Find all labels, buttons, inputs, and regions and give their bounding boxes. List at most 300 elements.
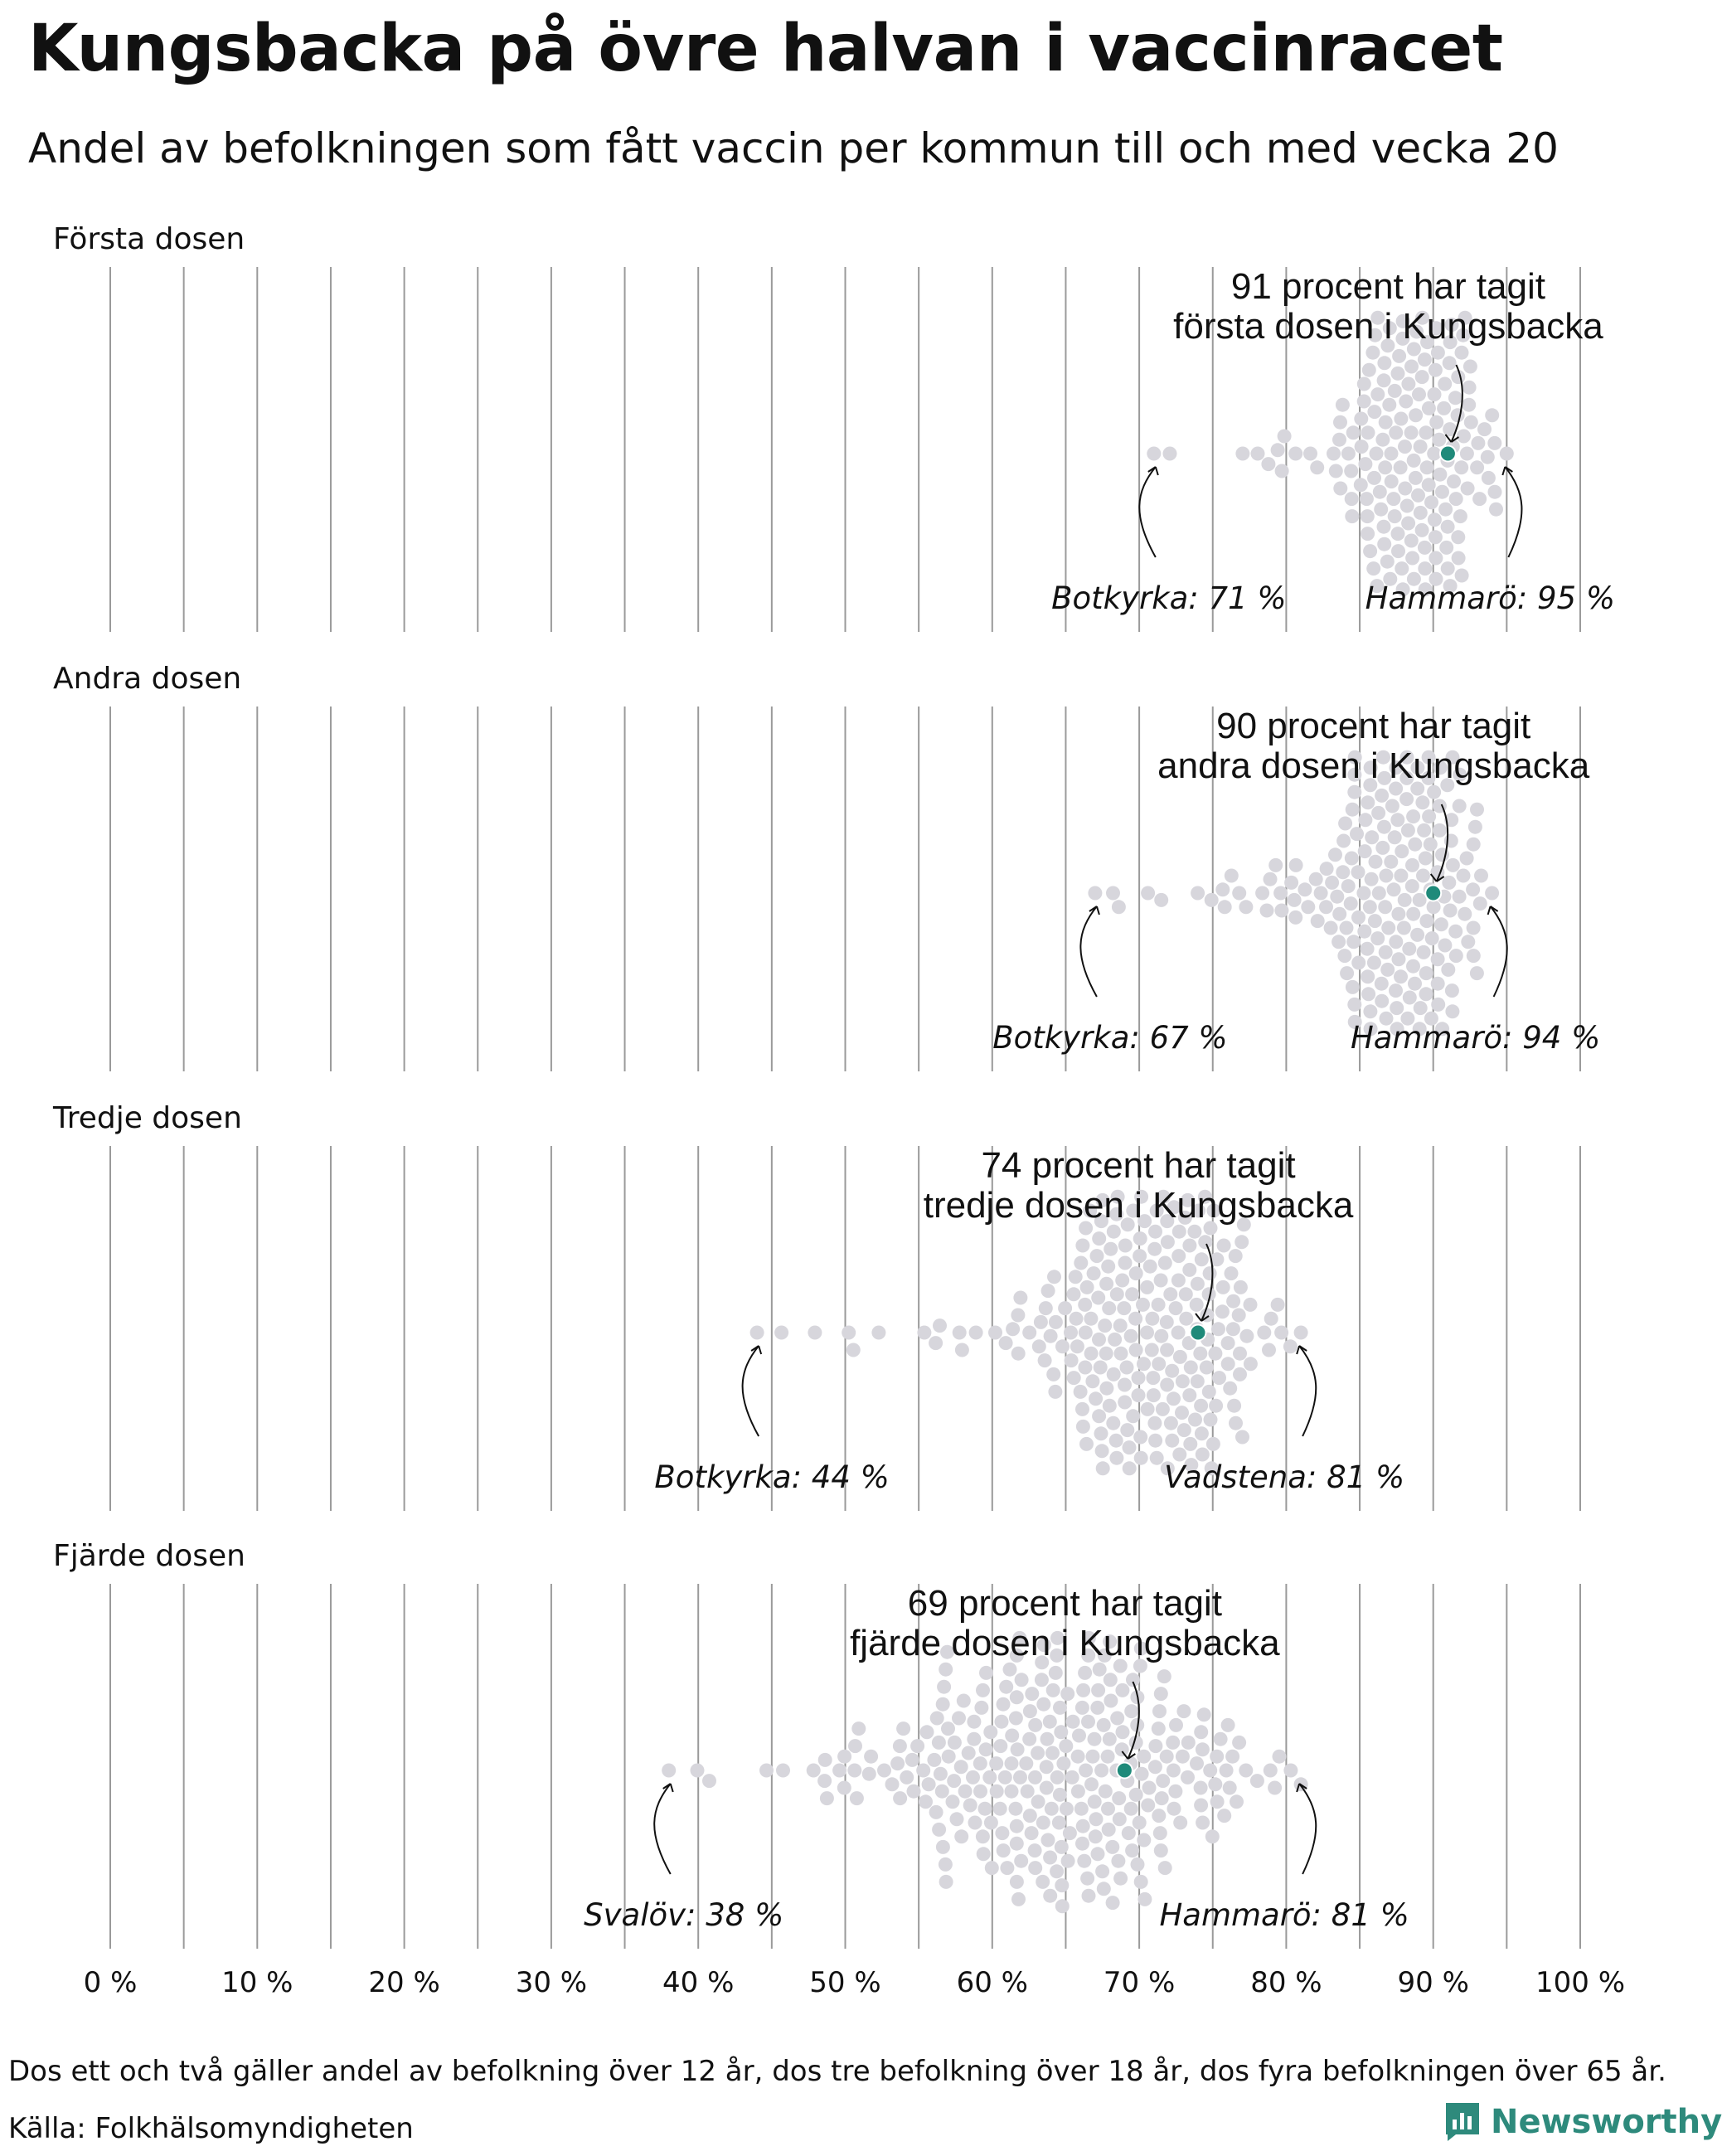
municipality-dot	[1099, 1381, 1113, 1396]
municipality-dot	[1361, 795, 1375, 809]
municipality-dot	[832, 1764, 846, 1778]
municipality-dot	[1473, 896, 1487, 910]
municipality-dot	[1466, 882, 1480, 896]
municipality-dot	[1344, 896, 1358, 910]
municipality-dot	[1046, 1367, 1060, 1381]
municipality-dot	[1056, 1756, 1070, 1770]
municipality-dot	[1336, 834, 1351, 848]
municipality-dot	[1132, 1388, 1146, 1402]
municipality-dot	[864, 1750, 878, 1764]
municipality-dot	[1118, 1239, 1133, 1253]
municipality-dot	[1045, 1746, 1060, 1760]
municipality-dot	[1431, 977, 1445, 991]
municipality-dot	[893, 1791, 907, 1805]
municipality-dot	[1191, 1277, 1205, 1291]
municipality-dot	[969, 1326, 983, 1340]
max-arrow	[1299, 1784, 1316, 1874]
municipality-dot	[1109, 1434, 1123, 1448]
municipality-dot	[1200, 1361, 1214, 1375]
municipality-dot	[1126, 1673, 1140, 1687]
x-tick-label: 50 %	[809, 1966, 881, 1999]
municipality-dot	[1074, 1256, 1088, 1270]
municipality-dot	[1345, 852, 1359, 866]
municipality-dot	[1167, 1391, 1181, 1406]
municipality-dot	[1102, 1301, 1116, 1315]
municipality-dot	[1338, 817, 1352, 831]
municipality-dot	[1336, 398, 1350, 412]
municipality-dot	[1405, 551, 1419, 566]
municipality-dot	[1125, 1843, 1139, 1857]
municipality-dot	[1262, 1343, 1276, 1357]
municipality-dot	[1040, 1732, 1055, 1746]
municipality-dot	[1389, 983, 1403, 998]
municipality-dot	[871, 1326, 885, 1340]
municipality-dot	[1028, 1843, 1042, 1857]
municipality-dot	[1188, 1413, 1202, 1427]
municipality-dot	[1099, 1785, 1113, 1799]
municipality-dot	[1055, 1339, 1070, 1353]
municipality-dot	[1079, 1437, 1094, 1451]
municipality-dot	[1431, 952, 1445, 966]
municipality-dot	[1320, 862, 1334, 876]
municipality-dot	[1142, 1781, 1157, 1795]
municipality-dot	[1169, 1718, 1183, 1732]
municipality-dot	[1377, 820, 1391, 834]
footnote: Dos ett och två gäller andel av befolkning över 12 år, dos tre befolkning över 18 år, dos fyra befolkningen över 65 år.	[8, 2055, 1666, 2088]
municipality-dot	[1404, 425, 1419, 439]
municipality-dot	[1066, 1715, 1080, 1729]
municipality-dot	[967, 1732, 981, 1746]
municipality-dot	[1071, 1750, 1085, 1764]
municipality-dot	[1375, 789, 1389, 803]
municipality-dot	[1070, 1312, 1084, 1326]
municipality-dot	[1048, 1385, 1062, 1399]
x-tick-label: 90 %	[1397, 1966, 1469, 1999]
municipality-dot	[1361, 527, 1375, 541]
municipality-dot	[1435, 485, 1449, 499]
municipality-dot	[1085, 1374, 1099, 1388]
municipality-dot	[1092, 1231, 1106, 1246]
municipality-dot	[1332, 935, 1346, 949]
municipality-dot	[1455, 346, 1469, 360]
municipality-dot	[1059, 1739, 1073, 1753]
municipality-dot	[1223, 1381, 1237, 1396]
municipality-dot	[1067, 1287, 1081, 1301]
municipality-dot	[1028, 1861, 1042, 1875]
municipality-dot	[1112, 900, 1126, 914]
min-label: Botkyrka: 44 %	[654, 1459, 890, 1495]
panel-label: Första dosen	[53, 222, 245, 256]
municipality-dot	[1433, 823, 1447, 838]
municipality-dot	[1013, 1770, 1027, 1785]
municipality-dot	[1500, 447, 1514, 461]
municipality-dot	[1288, 910, 1302, 925]
municipality-dot	[1425, 931, 1439, 945]
municipality-dot	[1109, 1451, 1123, 1465]
municipality-dot	[1310, 460, 1324, 474]
municipality-dot	[1063, 1826, 1077, 1840]
municipality-dot	[1111, 1854, 1125, 1868]
municipality-dot	[1445, 983, 1459, 998]
municipality-dot	[1398, 893, 1412, 907]
municipality-dot	[1110, 1287, 1124, 1301]
municipality-dot	[976, 1829, 990, 1843]
municipality-dot	[1420, 460, 1434, 474]
municipality-dot	[1462, 398, 1476, 412]
municipality-dot	[934, 1767, 948, 1781]
municipality-dot	[1021, 1785, 1035, 1799]
municipality-dot	[1107, 1367, 1121, 1381]
municipality-dot	[1387, 882, 1401, 896]
municipality-dot	[1340, 966, 1354, 980]
municipality-dot	[930, 1712, 944, 1726]
municipality-dot	[1257, 1326, 1271, 1340]
municipality-dot	[1123, 1461, 1137, 1475]
municipality-dot	[691, 1764, 705, 1778]
municipality-dot	[1365, 830, 1379, 844]
municipality-dot	[818, 1753, 832, 1767]
municipality-dot	[919, 1794, 933, 1809]
municipality-dot	[1392, 952, 1406, 966]
municipality-dot	[851, 1721, 866, 1736]
municipality-dot	[1152, 1721, 1166, 1736]
newsworthy-logo-icon	[1444, 2101, 1481, 2143]
municipality-dot	[990, 1785, 1004, 1799]
municipality-dot	[1441, 963, 1455, 977]
municipality-dot	[1415, 523, 1429, 537]
municipality-dot	[1389, 425, 1403, 439]
x-tick-label: 100 %	[1535, 1966, 1626, 1999]
municipality-dot	[1419, 425, 1433, 439]
municipality-dot	[1036, 1875, 1050, 1889]
municipality-dot	[1115, 1274, 1129, 1288]
kungsbacka-callout: tredje dosen i Kungsbacka	[923, 1185, 1354, 1226]
municipality-dot	[1244, 1357, 1258, 1371]
municipality-dot	[1220, 1764, 1234, 1778]
municipality-dot	[1398, 482, 1412, 496]
municipality-dot	[1283, 1339, 1298, 1353]
municipality-dot	[1470, 966, 1484, 980]
max-label: Vadstena: 81 %	[1164, 1459, 1405, 1495]
municipality-dot	[1114, 1347, 1128, 1361]
municipality-dot	[1160, 1315, 1174, 1329]
municipality-dot	[1206, 1437, 1220, 1451]
municipality-dot	[1410, 928, 1424, 942]
municipality-dot	[1418, 561, 1432, 575]
municipality-dot	[1390, 1001, 1404, 1015]
municipality-dot	[1461, 482, 1475, 496]
municipality-dot	[1467, 949, 1481, 963]
municipality-dot	[1147, 1416, 1162, 1430]
municipality-dot	[1152, 1357, 1166, 1371]
municipality-dot	[808, 1326, 822, 1340]
municipality-dot	[1047, 1270, 1061, 1284]
municipality-dot	[1093, 1663, 1107, 1677]
municipality-dot	[1080, 1280, 1094, 1294]
municipality-dot	[1405, 879, 1419, 893]
municipality-dot	[1152, 1809, 1166, 1823]
municipality-dot	[1361, 425, 1375, 439]
municipality-dot	[1106, 1896, 1120, 1910]
municipality-dot	[979, 1666, 993, 1680]
municipality-dot	[1211, 1322, 1225, 1336]
municipality-dot	[877, 1764, 891, 1778]
municipality-dot	[1194, 1799, 1208, 1813]
municipality-dot	[983, 1725, 997, 1739]
municipality-dot	[807, 1764, 821, 1778]
municipality-dot	[1091, 1847, 1105, 1861]
municipality-dot	[1394, 969, 1408, 983]
panel-label: Andra dosen	[53, 662, 242, 696]
municipality-dot	[1148, 1739, 1162, 1753]
kungsbacka-callout: andra dosen i Kungsbacka	[1157, 745, 1590, 786]
municipality-dot	[1401, 377, 1415, 391]
municipality-dot	[1445, 1004, 1459, 1018]
municipality-dot	[862, 1767, 876, 1781]
municipality-dot	[1075, 1701, 1089, 1715]
municipality-dot	[1106, 886, 1120, 901]
municipality-dot	[1406, 959, 1420, 974]
municipality-dot	[1443, 904, 1458, 918]
municipality-dot	[1271, 443, 1285, 457]
municipality-dot	[820, 1791, 834, 1805]
municipality-dot	[920, 1725, 934, 1739]
municipality-dot	[1061, 1854, 1075, 1868]
municipality-dot	[999, 1336, 1013, 1350]
municipality-dot	[1163, 447, 1177, 461]
municipality-dot	[929, 1336, 943, 1350]
municipality-dot	[1208, 1777, 1222, 1791]
municipality-dot	[1101, 1260, 1115, 1274]
municipality-dot	[1165, 1364, 1179, 1378]
municipality-dot	[1173, 1350, 1187, 1364]
municipality-dot	[1148, 1225, 1162, 1239]
municipality-dot	[1176, 1750, 1190, 1764]
municipality-dot	[848, 1739, 862, 1753]
municipality-dot	[1060, 1687, 1074, 1701]
municipality-dot	[896, 1721, 910, 1736]
min-arrow	[743, 1346, 759, 1436]
municipality-dot	[885, 1777, 900, 1791]
municipality-dot	[1169, 1301, 1183, 1315]
municipality-dot	[1401, 517, 1415, 531]
municipality-dot	[1097, 1882, 1111, 1896]
municipality-dot	[1377, 373, 1391, 387]
municipality-dot	[1442, 876, 1456, 890]
municipality-dot	[1137, 1357, 1151, 1371]
municipality-dot	[1041, 1833, 1055, 1848]
municipality-dot	[1058, 1301, 1072, 1315]
municipality-dot	[1116, 1725, 1130, 1739]
municipality-dot	[1221, 1336, 1235, 1350]
municipality-dot	[1195, 1426, 1209, 1440]
municipality-dot	[1154, 1843, 1168, 1857]
municipality-dot	[1341, 879, 1356, 893]
municipality-dot	[1022, 1326, 1036, 1340]
municipality-dot	[1448, 925, 1462, 939]
municipality-dot	[1147, 1242, 1162, 1256]
municipality-dot	[1179, 1312, 1193, 1326]
municipality-dot	[1275, 464, 1289, 478]
municipality-dot	[1094, 1426, 1108, 1440]
municipality-dot	[1194, 1399, 1208, 1413]
municipality-dot	[1346, 425, 1361, 439]
municipality-dot	[1453, 509, 1467, 523]
municipality-dot	[1301, 900, 1315, 914]
municipality-dot	[1010, 1837, 1024, 1851]
municipality-dot	[1260, 904, 1274, 918]
municipality-dot	[1104, 1673, 1118, 1687]
municipality-dot	[1104, 1694, 1118, 1708]
municipality-dot	[1153, 1826, 1167, 1840]
municipality-dot	[1184, 1361, 1198, 1375]
municipality-dot	[1419, 966, 1433, 980]
municipality-dot	[1427, 785, 1441, 799]
municipality-dot	[932, 1823, 946, 1837]
municipality-dot	[988, 1326, 1002, 1340]
municipality-dot	[1089, 1829, 1103, 1843]
municipality-dot	[1288, 893, 1302, 907]
municipality-dot	[1092, 1409, 1106, 1423]
municipality-dot	[890, 1756, 905, 1770]
municipality-dot	[837, 1750, 851, 1764]
municipality-dot	[1397, 921, 1411, 935]
municipality-dot	[1117, 1301, 1131, 1315]
municipality-dot	[1067, 1371, 1081, 1385]
municipality-dot	[1244, 1298, 1258, 1312]
municipality-dot	[1380, 555, 1395, 569]
x-tick-label: 80 %	[1250, 1966, 1322, 1999]
municipality-dot	[1449, 949, 1463, 963]
municipality-dot	[1161, 1235, 1175, 1249]
municipality-dot	[1129, 1266, 1143, 1280]
municipality-dot	[1120, 1361, 1134, 1375]
municipality-dot	[1284, 876, 1298, 890]
municipality-dot	[1422, 401, 1436, 415]
municipality-dot	[1357, 925, 1371, 939]
municipality-dot	[1090, 1701, 1104, 1715]
municipality-dot	[1101, 1750, 1115, 1764]
municipality-dot	[1084, 1312, 1098, 1326]
municipality-dot	[1118, 1396, 1132, 1410]
municipality-dot	[1409, 408, 1423, 422]
municipality-dot	[1451, 530, 1465, 544]
municipality-dot	[1064, 1326, 1078, 1340]
municipality-dot	[1077, 1854, 1091, 1868]
municipality-dot	[1022, 1732, 1036, 1746]
municipality-dot	[1215, 882, 1230, 896]
municipality-dot	[1133, 1430, 1147, 1445]
municipality-dot	[1028, 1718, 1042, 1732]
municipality-dot	[1402, 942, 1416, 956]
min-arrow	[1080, 906, 1097, 997]
municipality-dot	[1044, 1329, 1058, 1343]
municipality-dot	[1336, 865, 1350, 879]
municipality-dot	[1419, 852, 1433, 866]
municipality-dot	[1080, 1872, 1094, 1886]
municipality-dot	[1176, 1374, 1190, 1388]
municipality-dot	[1132, 1371, 1146, 1385]
municipality-dot	[1233, 1347, 1247, 1361]
municipality-dot	[1147, 447, 1161, 461]
municipality-dot	[1141, 886, 1155, 901]
municipality-dot	[1355, 439, 1369, 454]
municipality-dot	[1433, 468, 1447, 482]
municipality-dot	[1441, 561, 1455, 575]
municipality-dot	[1309, 872, 1323, 886]
brand-name: Newsworthy	[1491, 2103, 1722, 2141]
municipality-dot	[1129, 1788, 1143, 1802]
municipality-dot	[1034, 1315, 1048, 1329]
municipality-dot	[963, 1799, 977, 1813]
municipality-dot	[968, 1816, 982, 1830]
municipality-dot	[948, 1736, 962, 1750]
municipality-dot	[1471, 436, 1485, 450]
municipality-dot	[1416, 869, 1430, 883]
municipality-dot	[1193, 1347, 1207, 1361]
municipality-dot	[1406, 809, 1420, 823]
municipality-dot	[1177, 1423, 1191, 1437]
municipality-dot	[1273, 886, 1288, 901]
municipality-dot	[1371, 806, 1385, 820]
min-arrow	[654, 1784, 671, 1874]
municipality-dot	[1477, 422, 1492, 436]
municipality-dot	[1035, 1673, 1049, 1687]
municipality-dot	[1103, 1732, 1117, 1746]
municipality-dot	[1191, 1374, 1205, 1388]
panel-label: Tredje dosen	[53, 1101, 242, 1135]
municipality-dot	[1380, 963, 1395, 977]
municipality-dot	[1230, 1794, 1244, 1809]
municipality-dot	[1094, 1764, 1108, 1778]
municipality-dot	[1345, 492, 1359, 506]
municipality-dot	[1457, 869, 1471, 883]
municipality-dot	[1217, 1239, 1231, 1253]
kungsbacka-dot	[1440, 446, 1456, 462]
municipality-dot	[1413, 893, 1427, 907]
municipality-dot	[1358, 813, 1372, 827]
municipality-dot	[950, 1812, 964, 1826]
municipality-dot	[953, 1326, 967, 1340]
municipality-dot	[1163, 1287, 1177, 1301]
municipality-dot	[1050, 1770, 1065, 1785]
municipality-dot	[1274, 1326, 1288, 1340]
municipality-dot	[1399, 395, 1413, 409]
municipality-dot	[1133, 1231, 1147, 1246]
municipality-dot	[1268, 858, 1283, 872]
municipality-dot	[1453, 799, 1467, 813]
municipality-dot	[1076, 1819, 1090, 1833]
municipality-dot	[1171, 1249, 1186, 1263]
municipality-dot	[1428, 512, 1442, 527]
municipality-dot	[1181, 1736, 1196, 1750]
municipality-dot	[1183, 1437, 1197, 1451]
municipality-dot	[978, 1802, 992, 1816]
page-subtitle: Andel av befolkningen som fått vaccin per kommun till och med vecka 20	[28, 124, 1559, 172]
municipality-dot	[1361, 942, 1375, 956]
municipality-dot	[1202, 1385, 1216, 1399]
municipality-dot	[1470, 803, 1484, 817]
kungsbacka-dot	[1425, 886, 1441, 901]
municipality-dot	[1152, 1298, 1166, 1312]
municipality-dot	[1314, 886, 1328, 901]
municipality-dot	[1346, 935, 1361, 949]
municipality-dot	[1451, 408, 1465, 422]
municipality-dot	[1377, 537, 1391, 551]
municipality-dot	[1347, 785, 1361, 799]
municipality-dot	[1377, 356, 1391, 370]
municipality-dot	[1337, 949, 1351, 963]
